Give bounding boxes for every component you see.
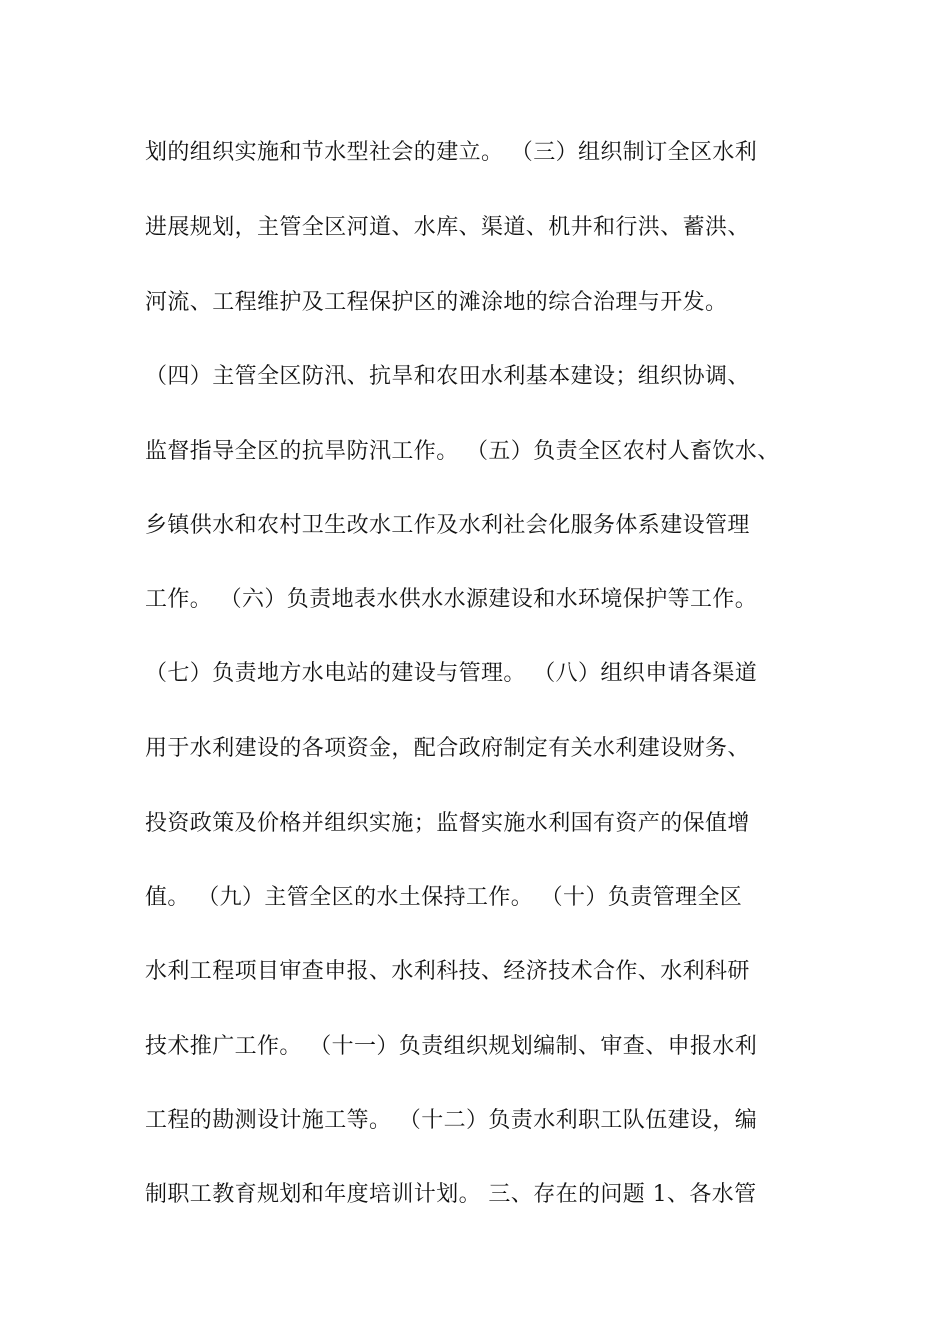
text-line: （七）负责地方水电站的建设与管理。 （八）组织申请各渠道 (145, 661, 758, 686)
text-line: 进展规划，主管全区河道、水库、渠道、机井和行洪、蓄洪、 (145, 215, 750, 240)
text-line: （四）主管全区防汛、抗旱和农田水利基本建设；组织协调、 (145, 364, 750, 389)
text-line: 用于水利建设的各项资金，配合政府制定有关水利建设财务、 (145, 736, 750, 761)
text-line: 乡镇供水和农村卫生改水工作及水利社会化服务体系建设管理 (145, 513, 750, 538)
text-line: 河流、工程维护及工程保护区的滩涂地的综合治理与开发。 (145, 290, 728, 315)
text-line: 值。 （九）主管全区的水土保持工作。 （十）负责管理全区 (145, 885, 743, 910)
text-line: 工程的勘测设计施工等。 （十二）负责水利职工队伍建设，编 (145, 1108, 758, 1133)
text-line: 投资政策及价格并组织实施；监督实施水利国有资产的保值增 (145, 811, 750, 836)
text-line: 技术推广工作。 （十一）负责组织规划编制、审查、申报水利 (145, 1034, 758, 1059)
text-line: 水利工程项目审查申报、水利科技、经济技术合作、水利科研 (145, 959, 750, 984)
text-line: 监督指导全区的抗旱防汛工作。 （五）负责全区农村人畜饮水、 (145, 439, 780, 464)
text-line: 划的组织实施和节水型社会的建立。 （三）组织制订全区水利 (145, 140, 758, 165)
text-line: 制职工教育规划和年度培训计划。 三、存在的问题 1、各水管 (145, 1182, 757, 1207)
text-line: 工作。 （六）负责地表水供水水源建设和水环境保护等工作。 (145, 587, 758, 612)
